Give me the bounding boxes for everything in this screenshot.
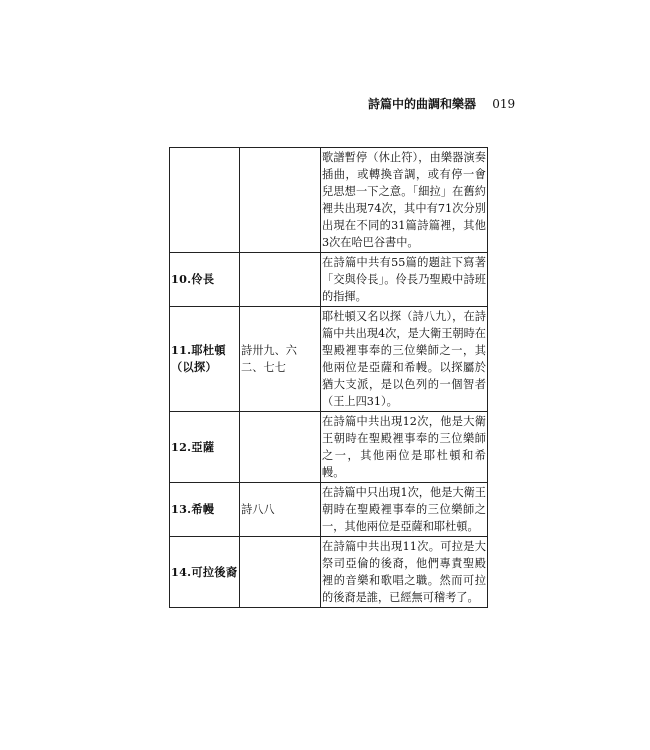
- table-row: [170, 307, 488, 412]
- table-row: [170, 253, 488, 307]
- table-row: [170, 412, 488, 483]
- description-cell: 在詩篇中共出現11次。可拉是大祭司亞倫的後裔，他們專責聖殿裡的音樂和歌唱之職。然而可拉的後裔是誰，已經無可稽考了。: [321, 537, 488, 608]
- entries-table: [169, 147, 488, 608]
- reference-cell: 詩八八: [240, 483, 321, 537]
- reference-cell: [240, 537, 321, 608]
- reference-cell: [240, 412, 321, 483]
- description-cell: 歌譜暫停（休止符），由樂器演奏插曲，或轉換音調，或有停一會兒思想一下之意。「細拉」在舊約裡共出現74次，其中有71次分別出現在不同的31篇詩篇裡，其他3次在哈巴谷書中。: [321, 148, 488, 253]
- description-cell: 在詩篇中共出現12次，他是大衛王朝時在聖殿裡事奉的三位樂師之一，其他兩位是耶杜頓和希幔。: [321, 412, 488, 483]
- table-row: [170, 148, 488, 253]
- description-cell: 在詩篇中共有55篇的題註下寫著「交與伶長」。伶長乃聖殿中詩班的指揮。: [321, 253, 488, 307]
- description-cell: 在詩篇中只出現1次，他是大衛王朝時在聖殿裡事奉的三位樂師之一，其他兩位是亞薩和耶杜頓。: [321, 483, 488, 537]
- term-cell: 10.伶長: [170, 253, 240, 307]
- term-cell: 12.亞薩: [170, 412, 240, 483]
- reference-cell: [240, 148, 321, 253]
- term-cell: 11.耶杜頓（以探）: [170, 307, 240, 412]
- term-cell: 13.希幔: [170, 483, 240, 537]
- term-cell: 14.可拉後裔: [170, 537, 240, 608]
- running-header: [368, 95, 515, 112]
- term-cell: [170, 148, 240, 253]
- table-row: [170, 483, 488, 537]
- page-number: 019: [492, 97, 516, 111]
- reference-cell: [240, 253, 321, 307]
- chapter-title: 詩篇中的曲調和樂器: [368, 97, 477, 111]
- table-row: [170, 537, 488, 608]
- description-cell: 耶杜頓又名以探（詩八九），在詩篇中共出現4次，是大衛王朝時在聖殿裡事奉的三位樂師之一，其他兩位是亞薩和希幔。以探屬於猶大支派，是以色列的一個智者（王上四31）。: [321, 307, 488, 412]
- reference-cell: 詩卅九、六二、七七: [240, 307, 321, 412]
